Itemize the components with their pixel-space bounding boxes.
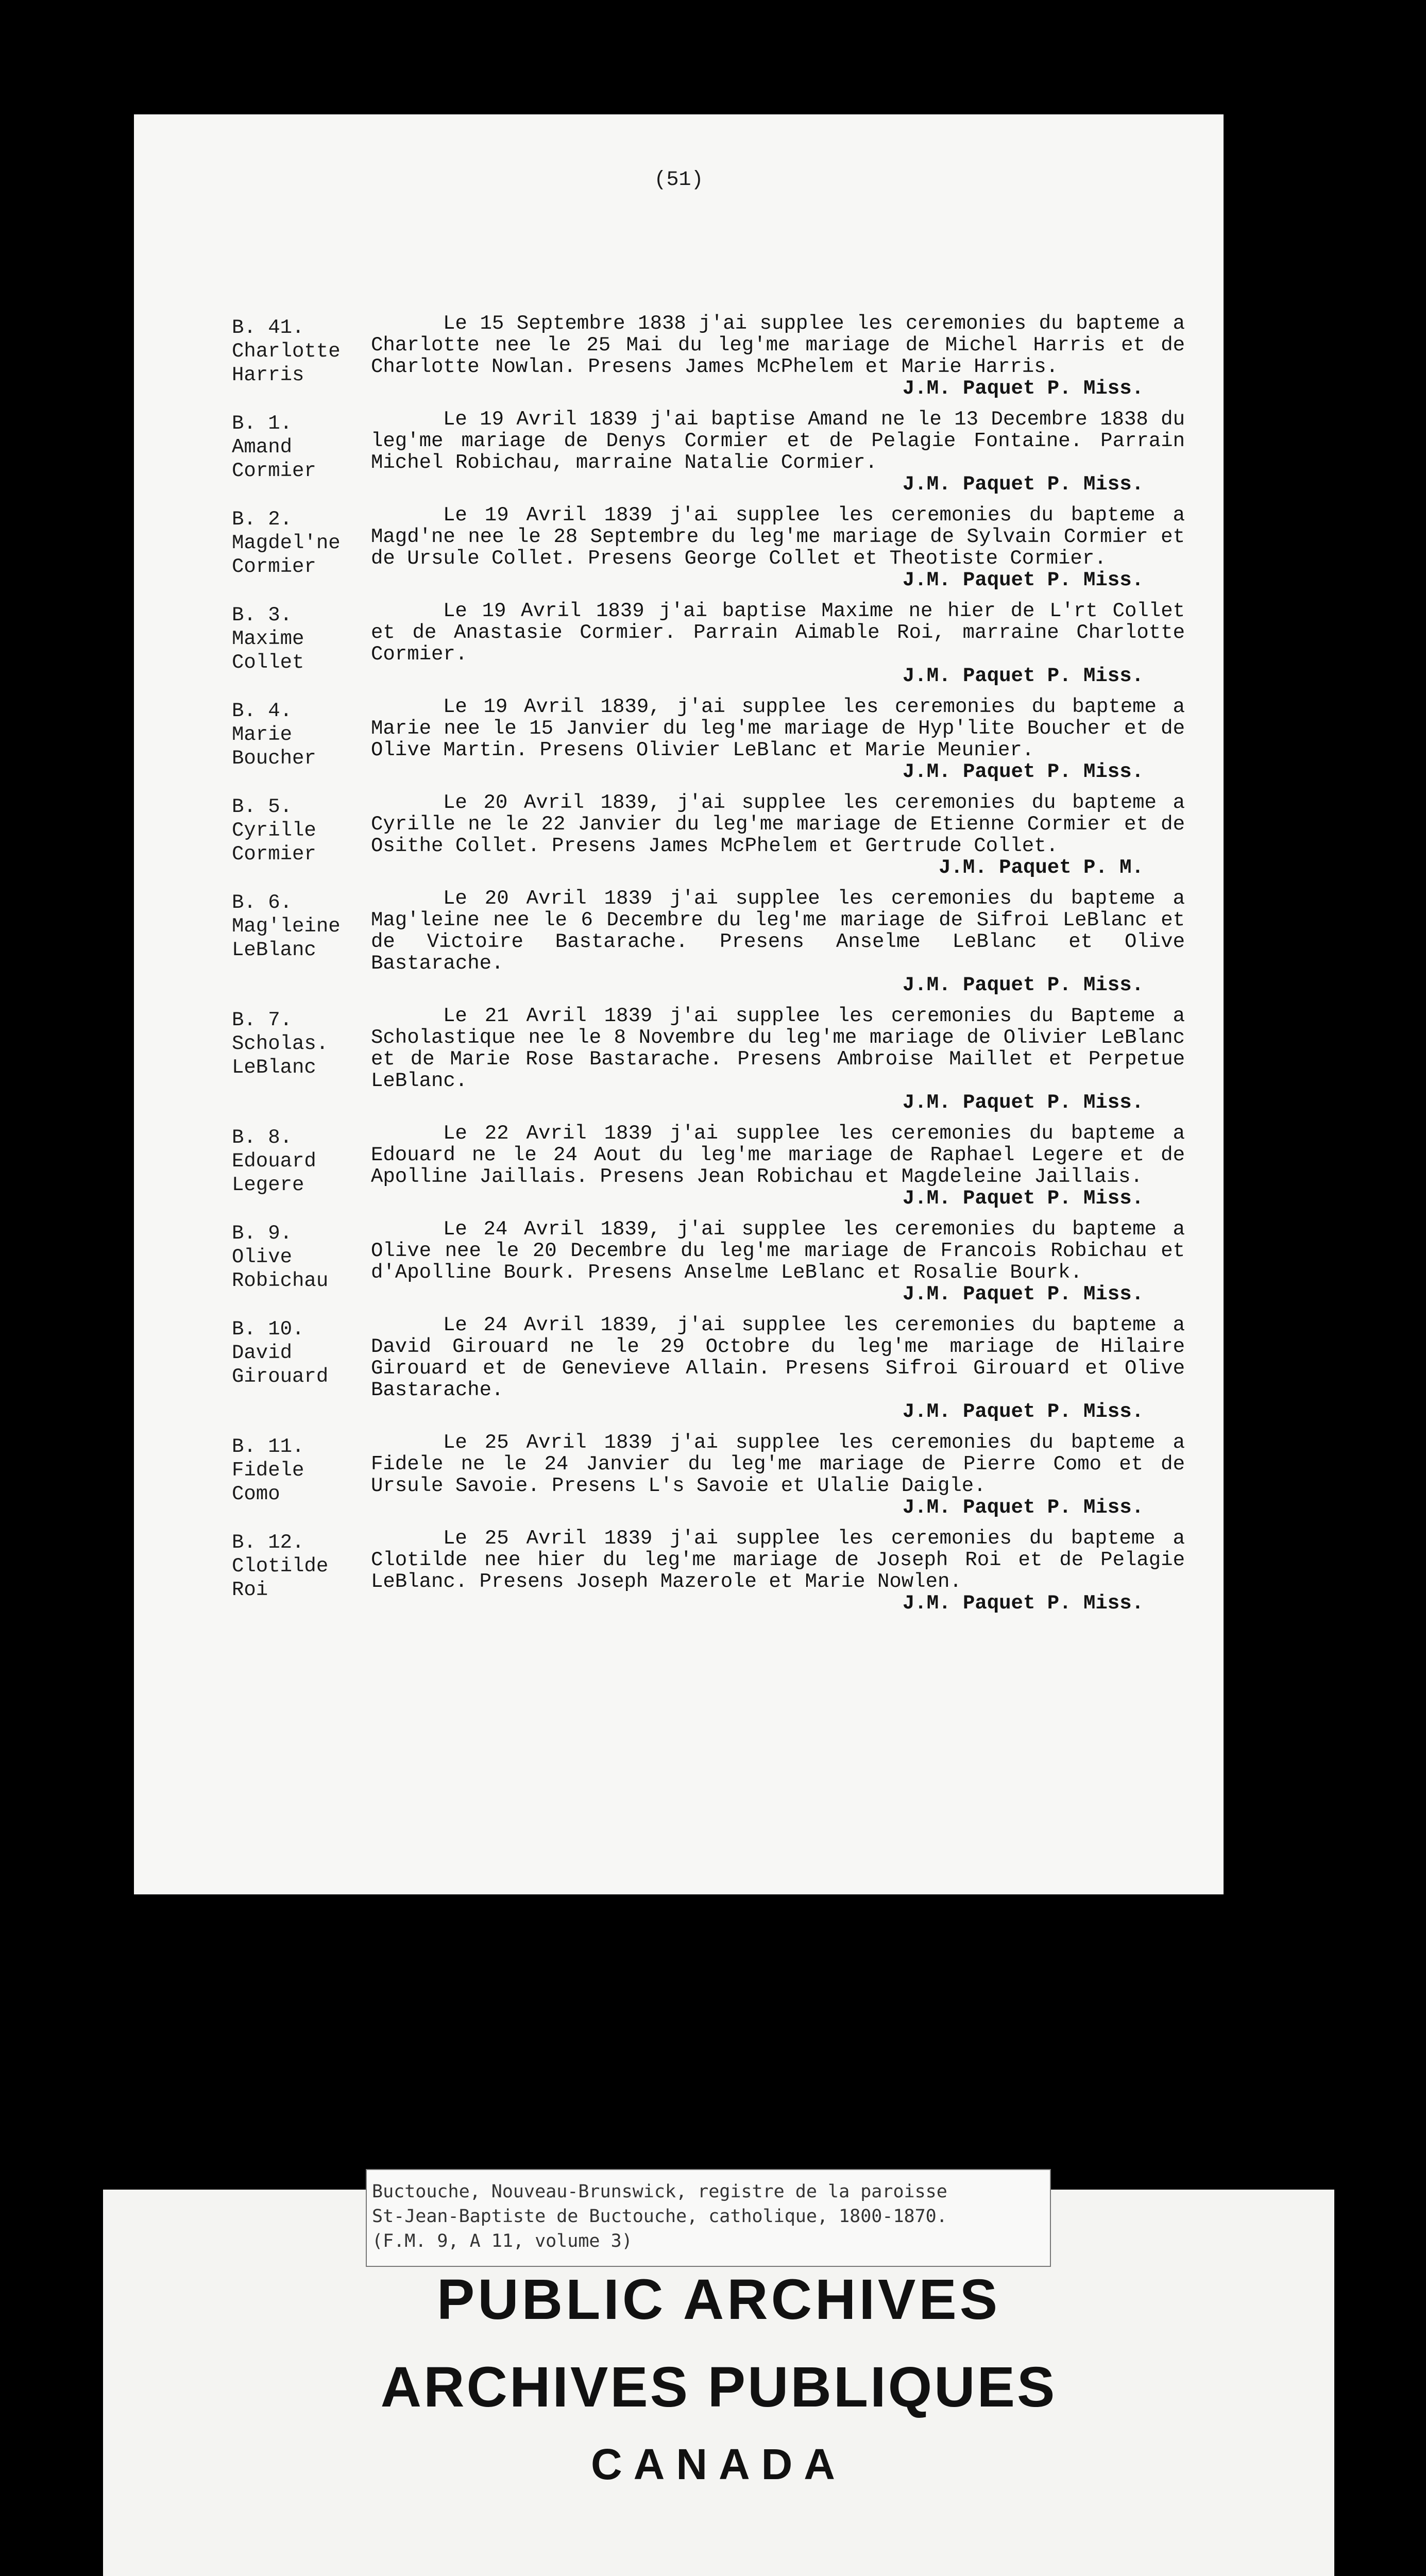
entry-ref: B. 8. bbox=[232, 1126, 293, 1149]
entry-margin-note bbox=[232, 1222, 355, 1293]
entry-text: Le 15 Septembre 1838 j'ai supplee les ceremonies du bapteme a Charlotte nee le 25 Mai du leg'me mariage de Michel Harris et de Charlotte Nowlan. Presens James McPhelem et Marie Harris. bbox=[371, 312, 1185, 378]
baptism-entries bbox=[232, 313, 1185, 1623]
entry-signature: J.M. Paquet P. Miss. bbox=[902, 1400, 1144, 1423]
entry-signature: J.M. Paquet P. Miss. bbox=[902, 1283, 1144, 1306]
entry-signature: J.M. Paquet P. Miss. bbox=[902, 1187, 1144, 1210]
archive-country: CANADA bbox=[591, 2440, 846, 2488]
entry-ref: B. 1. bbox=[232, 412, 293, 435]
entry-margin-note bbox=[232, 1531, 355, 1602]
entry-ref: B. 3. bbox=[232, 604, 293, 626]
entry-margin-note bbox=[232, 891, 355, 962]
entry-name: Cyrille bbox=[232, 819, 316, 842]
entry-name: Harris bbox=[232, 364, 304, 386]
entry-name: Mag'leine bbox=[232, 915, 341, 938]
baptism-entry bbox=[232, 1123, 1185, 1209]
entry-signature: J.M. Paquet P. Miss. bbox=[902, 974, 1144, 996]
register-page bbox=[134, 114, 1224, 1894]
entry-text: Le 19 Avril 1839, j'ai supplee les ceremonies du bapteme a Marie nee le 15 Janvier du leg'me mariage de Hyp'lite Boucher et de Olive Martin. Presens Olivier LeBlanc et Marie Meunier. bbox=[371, 696, 1185, 761]
baptism-entry bbox=[232, 1218, 1185, 1305]
baptism-entry bbox=[232, 600, 1185, 687]
entry-name: Roi bbox=[232, 1579, 268, 1601]
entry-text: Le 19 Avril 1839 j'ai supplee les ceremonies du bapteme a Magd'ne nee le 28 Septembre du leg'me mariage de Sylvain Cormier et de Ursule Collet. Presens George Collet et Theotiste Cormier. bbox=[371, 504, 1185, 570]
entry-ref: B. 10. bbox=[232, 1318, 304, 1341]
entry-signature: J.M. Paquet P. Miss. bbox=[902, 1592, 1144, 1615]
entry-name: Amand bbox=[232, 436, 293, 459]
entry-name: Girouard bbox=[232, 1365, 329, 1388]
entry-signature: J.M. Paquet P. Miss. bbox=[902, 665, 1144, 687]
entry-text: Le 20 Avril 1839 j'ai supplee les ceremonies du bapteme a Mag'leine nee le 6 Decembre du leg'me mariage de Sifroi LeBlanc et de Victoire Bastarache. Presens Anselme LeBlanc et Olive Bastarache. bbox=[371, 887, 1185, 975]
archive-card bbox=[103, 2181, 1334, 2576]
entry-name: Olive bbox=[232, 1246, 293, 1268]
archive-note-line: (F.M. 9, A 11, volume 3) bbox=[372, 2231, 633, 2251]
entry-signature: J.M. Paquet P. Miss. bbox=[902, 473, 1144, 496]
entry-ref: B. 7. bbox=[232, 1009, 293, 1031]
page-number: (51) bbox=[654, 168, 704, 192]
entry-ref: B. 5. bbox=[232, 795, 293, 818]
entry-name: Robichau bbox=[232, 1269, 329, 1292]
entry-text: Le 20 Avril 1839, j'ai supplee les ceremonies du bapteme a Cyrille ne le 22 Janvier du leg'me mariage de Etienne Cormier et de Osithe Collet. Presens James McPhelem et Gertrude Collet. bbox=[371, 791, 1185, 857]
baptism-entry bbox=[232, 313, 1185, 399]
entry-name: Cormier bbox=[232, 555, 316, 578]
baptism-entry bbox=[232, 504, 1185, 591]
entry-name: Scholas. bbox=[232, 1032, 329, 1055]
entry-margin-note bbox=[232, 1008, 355, 1079]
entry-text: Le 22 Avril 1839 j'ai supplee les ceremonies du bapteme a Edouard ne le 24 Aout du leg'me mariage de Raphael Legere et de Apolline Jaillais. Presens Jean Robichau et Magdeleine Jaillais. bbox=[371, 1122, 1185, 1188]
entry-text: Le 19 Avril 1839 j'ai baptise Amand ne le 13 Decembre 1838 du leg'me mariage de Denys Cormier et de Pelagie Fontaine. Parrain Michel Robichau, marraine Natalie Cormier. bbox=[371, 408, 1185, 474]
entry-signature: J.M. Paquet P. M. bbox=[939, 856, 1144, 879]
entry-signature: J.M. Paquet P. Miss. bbox=[902, 1496, 1144, 1519]
entry-signature: J.M. Paquet P. Miss. bbox=[902, 1091, 1144, 1114]
entry-text: Le 24 Avril 1839, j'ai supplee les ceremonies du bapteme a David Girouard ne le 29 Octobre du leg'me mariage de Hilaire Girouard et de Genevieve Allain. Presens Sifroi Girouard et Olive Bastarache. bbox=[371, 1314, 1185, 1401]
entry-text: Le 21 Avril 1839 j'ai supplee les ceremonies du Bapteme a Scholastique nee le 8 Novembre du leg'me mariage de Olivier LeBlanc et de Marie Rose Bastarache. Presens Ambroise Maillet et Perpetue LeBlanc. bbox=[371, 1005, 1185, 1092]
baptism-entry bbox=[232, 1314, 1185, 1422]
entry-name: Collet bbox=[232, 651, 304, 674]
baptism-entry bbox=[232, 409, 1185, 495]
entry-ref: B. 12. bbox=[232, 1531, 304, 1554]
entry-name: Cormier bbox=[232, 843, 316, 866]
entry-name: Maxime bbox=[232, 628, 304, 650]
baptism-entry bbox=[232, 1432, 1185, 1518]
entry-signature: J.M. Paquet P. Miss. bbox=[902, 377, 1144, 400]
entry-margin-note bbox=[232, 1317, 355, 1388]
entry-ref: B. 9. bbox=[232, 1222, 293, 1245]
entry-name: Fidele bbox=[232, 1459, 304, 1482]
entry-text: Le 19 Avril 1839 j'ai baptise Maxime ne hier de L'rt Collet et de Anastasie Cormier. Parrain Aimable Roi, marraine Charlotte Cormier. bbox=[371, 600, 1185, 666]
entry-margin-note bbox=[232, 412, 355, 483]
entry-ref: B. 11. bbox=[232, 1435, 304, 1458]
entry-ref: B. 2. bbox=[232, 508, 293, 531]
entry-margin-note bbox=[232, 507, 355, 579]
entry-signature: J.M. Paquet P. Miss. bbox=[902, 569, 1144, 591]
entry-name: David bbox=[232, 1342, 293, 1364]
baptism-entry bbox=[232, 1005, 1185, 1113]
entry-name: Magdel'ne bbox=[232, 532, 341, 554]
entry-ref: B. 41. bbox=[232, 316, 304, 339]
entry-margin-note bbox=[232, 1126, 355, 1197]
entry-name: LeBlanc bbox=[232, 1056, 316, 1079]
entry-name: Clotilde bbox=[232, 1555, 329, 1578]
baptism-entry bbox=[232, 696, 1185, 783]
baptism-entry bbox=[232, 1528, 1185, 1614]
entry-text: Le 24 Avril 1839, j'ai supplee les ceremonies du bapteme a Olive nee le 20 Decembre du leg'me mariage de Francois Robichau et d'Apolline Bourk. Presens Anselme LeBlanc et Rosalie Bourk. bbox=[371, 1218, 1185, 1284]
baptism-entry bbox=[232, 792, 1185, 878]
archive-title-french: ARCHIVES PUBLIQUES bbox=[380, 2355, 1057, 2419]
entry-ref: B. 6. bbox=[232, 891, 293, 914]
entry-margin-note bbox=[232, 316, 355, 387]
baptism-entry bbox=[232, 888, 1185, 996]
entry-margin-note bbox=[232, 699, 355, 770]
entry-name: Cormier bbox=[232, 460, 316, 482]
entry-name: Charlotte bbox=[232, 340, 341, 363]
entry-text: Le 25 Avril 1839 j'ai supplee les ceremonies du bapteme a Fidele ne le 24 Janvier du leg'me mariage de Pierre Como et de Ursule Savoie. Presens L's Savoie et Ulalie Daigle. bbox=[371, 1431, 1185, 1497]
entry-text: Le 25 Avril 1839 j'ai supplee les ceremonies du bapteme a Clotilde nee hier du leg'me mariage de Joseph Roi et de Pelagie LeBlanc. Presens Joseph Mazerole et Marie Nowlen. bbox=[371, 1527, 1185, 1593]
entry-ref: B. 4. bbox=[232, 700, 293, 722]
entry-margin-note bbox=[232, 1435, 355, 1506]
entry-name: Legere bbox=[232, 1174, 304, 1196]
archive-title-english: PUBLIC ARCHIVES bbox=[436, 2268, 1001, 2331]
entry-margin-note bbox=[232, 603, 355, 674]
entry-name: Boucher bbox=[232, 747, 316, 770]
archive-note-line: St-Jean-Baptiste de Buctouche, catholique, 1800-1870. bbox=[372, 2206, 947, 2227]
entry-name: Como bbox=[232, 1483, 280, 1505]
entry-name: LeBlanc bbox=[232, 939, 316, 961]
entry-name: Marie bbox=[232, 723, 293, 746]
archive-reference-note bbox=[366, 2169, 1051, 2267]
archive-note-line: Buctouche, Nouveau-Brunswick, registre de la paroisse bbox=[372, 2181, 947, 2202]
entry-name: Edouard bbox=[232, 1150, 316, 1173]
entry-margin-note bbox=[232, 795, 355, 866]
entry-signature: J.M. Paquet P. Miss. bbox=[902, 760, 1144, 783]
